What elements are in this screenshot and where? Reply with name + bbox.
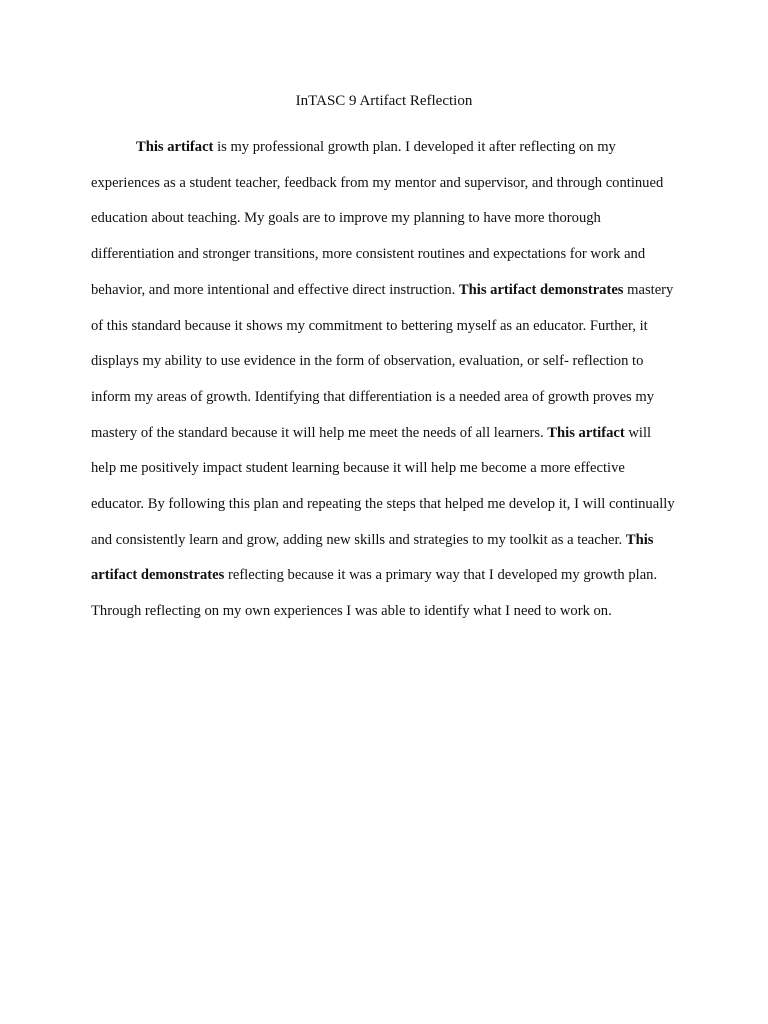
paragraph-text-segment: mastery of this standard because it shows my commitment to bettering myself as an educator. Further, it displays my ability to use evidence in the form of observation, evaluation, or self- reflection to inform my areas of growth. Identifying that differentiation is a needed area of growth proves my mastery of the standard because it will help me meet the needs of all learners.: [91, 281, 674, 441]
document-title: InTASC 9 Artifact Reflection: [295, 93, 473, 109]
reflection-paragraph: [91, 130, 678, 630]
paragraph-text-segment: is my professional growth plan. I developed it after reflecting on my experiences as a student teacher, feedback from my mentor and supervisor, and through continued education about teaching. My goals are to improve my planning to have more thorough differentiation and stronger transitions, more consistent routines and expectations for work and behavior, and more intentional and effective direct instruction.: [91, 139, 664, 298]
bold-phrase-this-artifact: This artifact: [547, 424, 625, 441]
paragraph-text-segment: reflecting because it was a primary way that I developed my growth plan. Through reflecting on my own experiences I was able to identify what I need to work on.: [91, 567, 658, 620]
bold-phrase-this-artifact-demonstrates: This artifact demonstrates: [458, 281, 624, 298]
paragraph-text-segment: will help me positively impact student learning because it will help me become a more effective educator. By following this plan and repeating the steps that helped me develop it, I will continually and consistently learn and grow, adding new skills and strategies to my toolkit as a teacher.: [91, 424, 675, 548]
bold-phrase-this-artifact-demonstrates: This artifact demonstrates: [91, 531, 654, 584]
bold-phrase-this-artifact: This artifact: [136, 139, 214, 155]
